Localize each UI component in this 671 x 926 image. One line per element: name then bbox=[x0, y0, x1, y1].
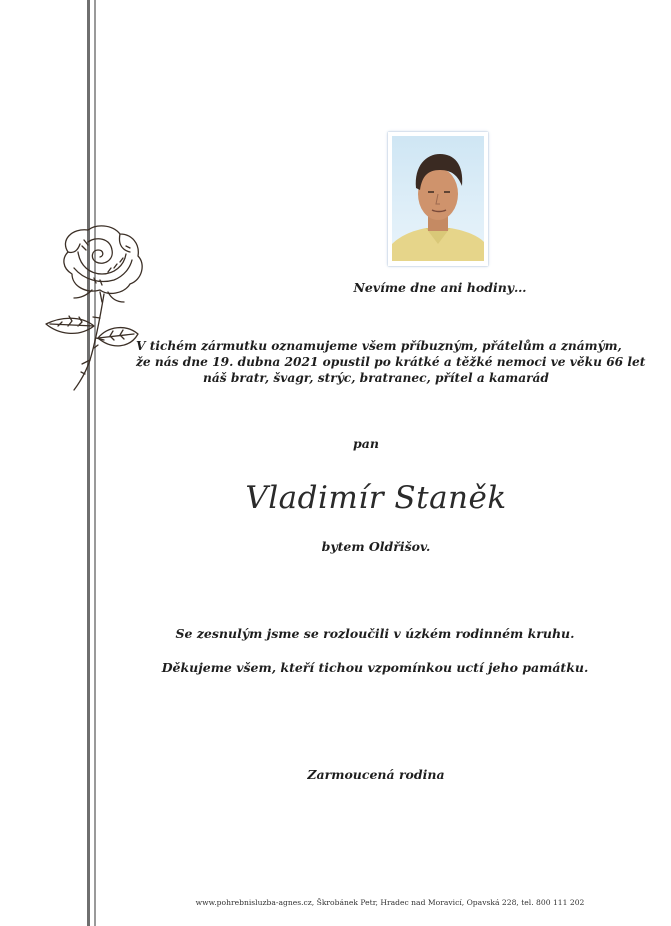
deceased-name: Vladimír Staněk bbox=[245, 480, 507, 516]
thanks-text: Děkujeme všem, kteří tichou vzpomínkou uctí jeho památku. bbox=[161, 660, 589, 675]
announcement-text bbox=[136, 338, 646, 386]
farewell-text: Se zesnulým jsme se rozloučili v úzkém rodinném kruhu. bbox=[175, 626, 575, 641]
left-border-line bbox=[87, 0, 90, 926]
residence: bytem Oldřišov. bbox=[321, 539, 431, 554]
title-word: pan bbox=[353, 436, 379, 451]
motto: Nevíme dne ani hodiny… bbox=[353, 280, 527, 295]
left-border-line-inner bbox=[94, 0, 96, 926]
footer-contact: www.pohrebnisluzba-agnes.cz, Škrobánek Petr, Hradec nad Moravicí, Opavská 228, tel. 800 111 202 bbox=[195, 898, 585, 907]
announcement-line: že nás dne 19. dubna 2021 opustil po krátké a těžké nemoci ve věku 66 let bbox=[136, 355, 646, 369]
announcement-line: V tichém zármutku oznamujeme všem příbuzným, přátelům a známým, bbox=[136, 339, 622, 353]
portrait-photo bbox=[392, 136, 484, 261]
portrait-frame bbox=[388, 132, 488, 266]
rose-icon bbox=[38, 222, 150, 394]
announcement-line: náš bratr, švagr, strýc, bratranec, přítel a kamarád bbox=[203, 371, 549, 385]
signature: Zarmoucená rodina bbox=[307, 767, 445, 782]
